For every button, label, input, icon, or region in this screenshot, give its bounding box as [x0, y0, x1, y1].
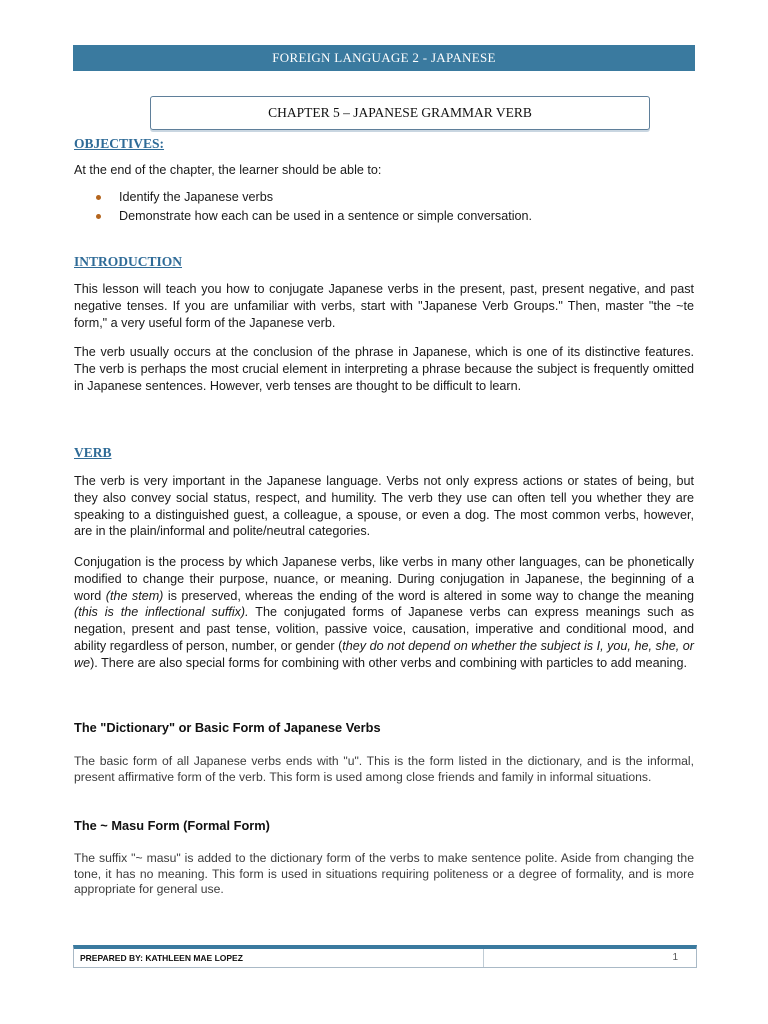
- prepared-by: PREPARED BY: KATHLEEN MAE LOPEZ: [74, 949, 484, 967]
- introduction-paragraph-1: This lesson will teach you how to conjugate Japanese verbs in the present, past, present negative, and past negative tenses. If you are unfamiliar with verbs, start with "Japanese Verb Groups." Then, master "the ~te form," a very useful form of the Japanese verb.: [74, 282, 694, 330]
- introduction-paragraph-2: The verb usually occurs at the conclusion of the phrase in Japanese, which is one of its distinctive features. The verb is perhaps the most crucial element in interpreting a phrase because the subject is frequently omitted in Japanese sentences. However, verb tenses are thought to be difficult to learn.: [74, 345, 694, 393]
- masu-form-paragraph: The suffix "~ masu" is added to the dictionary form of the verbs to make sentence polite. Aside from changing the tone, it has no meaning. This form is used in situations requiring politeness or a degree of formality, and is more appropriate for general use.: [74, 851, 694, 897]
- chapter-title: CHAPTER 5 – JAPANESE GRAMMAR VERB: [268, 105, 532, 120]
- document-header-bar: FOREIGN LANGUAGE 2 - JAPANESE: [73, 45, 695, 71]
- bullet-dot-icon: [96, 214, 101, 219]
- list-item: Identify the Japanese verbs: [96, 188, 532, 207]
- document-footer: [73, 945, 697, 968]
- chapter-title-box: [150, 96, 650, 130]
- verb-heading: VERB: [74, 445, 112, 460]
- verb-paragraph-2: Conjugation is the process by which Japanese verbs, like verbs in many other languages, can be phonetically modified to change their purpose, nuance, or meaning. During conjugation in Japanese, the beginning of a word (the stem) is preserved, whereas the ending of the word is altered in some way to change the meaning (this is the inflectional suffix). The conjugated forms of Japanese verbs can express meanings such as negation, present and past tense, volition, passive voice, causation, imperative and conditional mood, and ability regardless of person, number, or gender (they do not depend on whether the subject is I, you, he, she, or we). There are also special forms for combining with other verbs and combining with particles to add meaning.: [74, 555, 695, 670]
- introduction-heading: INTRODUCTION: [74, 254, 183, 269]
- objectives-intro: At the end of the chapter, the learner should be able to:: [74, 163, 382, 177]
- dictionary-form-heading: The "Dictionary" or Basic Form of Japanese Verbs: [74, 720, 381, 735]
- objectives-list: [96, 188, 532, 226]
- list-item: Demonstrate how each can be used in a sentence or simple conversation.: [96, 207, 532, 226]
- dictionary-form-paragraph: The basic form of all Japanese verbs ends with "u". This is the form listed in the dictionary, and is the informal, present affirmative form of the verb. This form is used among close friends and family in informal situations.: [74, 754, 694, 784]
- page-number: 1: [672, 952, 678, 963]
- objectives-heading: OBJECTIVES:: [74, 136, 165, 151]
- masu-form-heading: The ~ Masu Form (Formal Form): [74, 818, 270, 833]
- verb-paragraph-1: The verb is very important in the Japanese language. Verbs not only express actions or states of being, but they also convey social status, respect, and humility. The verb they use can often tell you whether they are speaking to a distinguished guest, a colleague, a spouse, or even a dog. The most common verbs, however, are in the plain/informal and polite/neutral categories.: [74, 474, 694, 539]
- bullet-dot-icon: [96, 195, 101, 200]
